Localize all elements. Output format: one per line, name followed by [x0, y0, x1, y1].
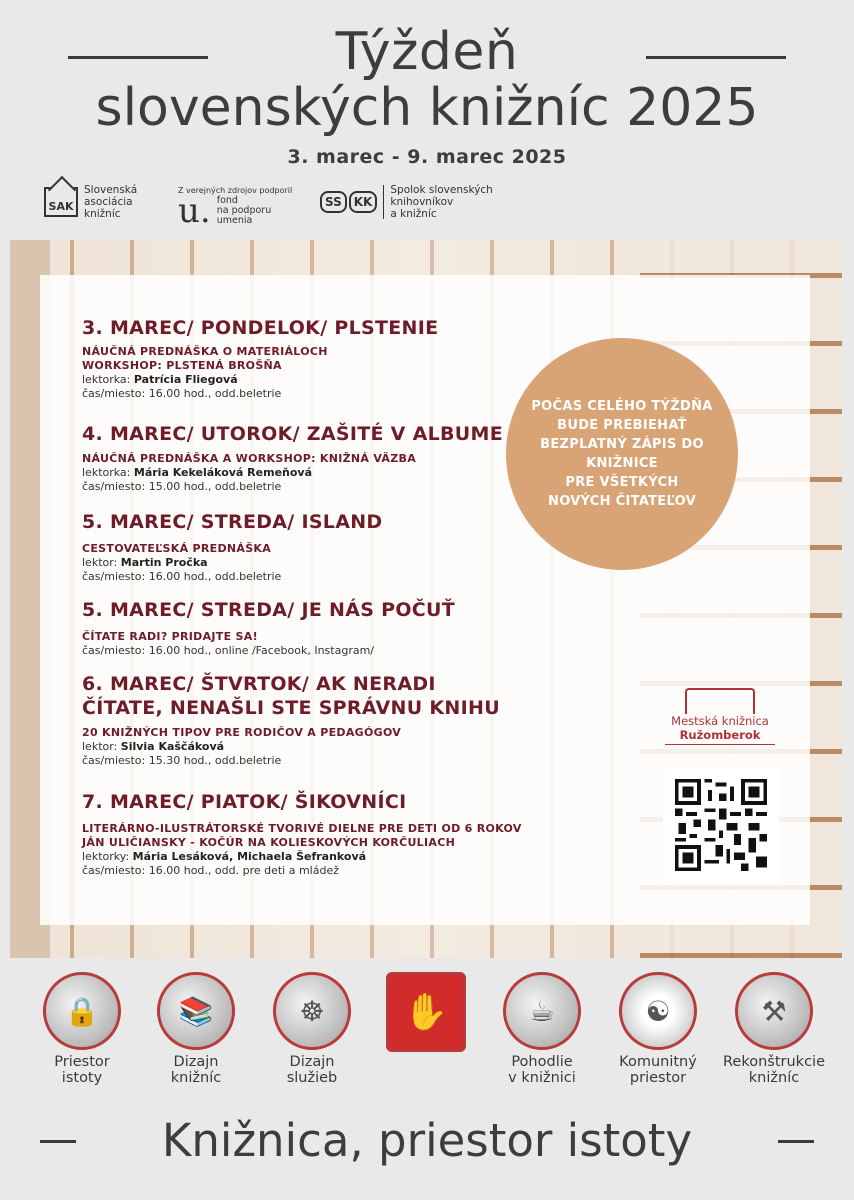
fpu-logo: [178, 186, 293, 231]
event-item: [82, 510, 552, 584]
coffee-books-icon: ☕: [503, 972, 581, 1050]
sak-emblem: SAK: [44, 187, 78, 217]
event-time: čas/miesto: 15.30 hod., odd.beletrie: [82, 754, 282, 767]
sak-name: Slovenská asociácia knižníc: [84, 184, 138, 220]
handshake-icon: ✋: [386, 972, 466, 1052]
theme-label: Rekonštrukcie knižníc: [723, 1054, 825, 1086]
theme-label: Dizajn služieb: [286, 1054, 338, 1086]
event-time: čas/miesto: 16.00 hod., odd.beletrie: [82, 387, 282, 400]
theme-item: [366, 972, 486, 1052]
qr-code-icon: [675, 779, 767, 871]
event-lecturer: lektor: Martin Pročka: [82, 556, 208, 569]
callout-line: POČAS CELÉHO TÝŽDŇA: [531, 399, 713, 414]
event-title: 3. MAREC/ PONDELOK/ PLSTENIE: [82, 317, 439, 339]
theme-label: Priestor istoty: [54, 1054, 110, 1086]
sskk-divider: [383, 185, 384, 219]
footer-slogan: Knižnica, priestor istoty: [161, 1114, 693, 1167]
event-dates: 3. marec - 9. marec 2025: [287, 146, 567, 168]
theme-label: Dizajn knižníc: [170, 1054, 222, 1086]
event-subtitle: NÁUČNÁ PREDNÁŠKA O MATERIÁLOCH: [82, 345, 328, 358]
event-title: 5. MAREC/ STREDA/ JE NÁS POČUŤ: [82, 599, 456, 621]
padlock-icon: 🔒: [43, 972, 121, 1050]
sskk-logo: [320, 184, 493, 220]
theme-label: Komunitný priestor: [619, 1054, 697, 1086]
event-item: [82, 316, 552, 401]
event-subtitle: WORKSHOP: PLSTENÁ BROŠŇA: [82, 359, 282, 372]
callout-line: BUDE PREBIEHAŤ: [557, 418, 687, 433]
event-time: čas/miesto: 16.00 hod., online /Facebook, Instagram/: [82, 644, 375, 657]
theme-item: [136, 972, 256, 1086]
theme-icons-row: [0, 972, 854, 1092]
fpu-name: fond na podporu umenia: [216, 195, 272, 226]
event-subtitle: 20 KNIŽNÝCH TIPOV PRE RODIČOV A PEDAGÓGOV: [82, 726, 402, 739]
qr-code[interactable]: [663, 767, 779, 883]
event-item: [82, 672, 522, 768]
event-title: 7. MAREC/ PIATOK/ ŠIKOVNÍCI: [82, 791, 407, 813]
event-time: čas/miesto: 16.00 hod., odd.beletrie: [82, 570, 282, 583]
event-title: 5. MAREC/ STREDA/ ISLAND: [82, 511, 383, 533]
community-icon: ☯: [619, 972, 697, 1050]
event-subtitle: ČÍTATE RADI? PRIDAJTE SA!: [82, 630, 258, 643]
library-interior-icon: 📚: [157, 972, 235, 1050]
event-item: [82, 598, 552, 658]
sak-logo: [44, 184, 137, 220]
event-lecturer: lektorka: Patrícia Fliegová: [82, 373, 238, 386]
callout-line: BEZPLATNÝ ZÁPIS DO KNIŽNICE: [540, 437, 704, 471]
page-title-line2: slovenských knižníc 2025: [95, 78, 759, 138]
theme-item: [22, 972, 142, 1086]
theme-item: [598, 972, 718, 1086]
event-item: [82, 422, 552, 494]
theme-item: [252, 972, 372, 1086]
event-lecturer: lektorka: Mária Kekeláková Remeňová: [82, 466, 313, 479]
event-subtitle: JÁN ULIČIANSKY - KOČÚR NA KOLIESKOVÝCH KORČULIACH: [82, 836, 456, 849]
theme-label: Pohodlie v knižnici: [508, 1054, 576, 1086]
callout-line: PRE VŠETKÝCH: [565, 475, 679, 490]
callout-line: NOVÝCH ČITATEĽOV: [548, 494, 696, 509]
registration-callout: [506, 338, 738, 570]
library-logo: [660, 688, 780, 745]
event-subtitle: LITERÁRNO-ILUSTRÁTORSKÉ TVORIVÉ DIELNE PRE DETI OD 6 ROKOV: [82, 822, 522, 835]
library-name-line2: Ružomberok: [679, 728, 761, 742]
event-title: 4. MAREC/ UTOROK/ ZAŠITÉ V ALBUME: [82, 423, 503, 445]
page-title-line1: Týždeň: [335, 22, 519, 82]
theme-item: [482, 972, 602, 1086]
fpu-emblem: u.: [178, 191, 211, 231]
event-subtitle: NÁUČNÁ PREDNÁŠKA A WORKSHOP: KNIŽNÁ VÄZBA: [82, 452, 417, 465]
sskk-name: Spolok slovenských knihovníkov a knižníc: [390, 184, 493, 220]
library-roof-icon: [685, 688, 755, 714]
event-subtitle: CESTOVATEĽSKÁ PREDNÁŠKA: [82, 542, 272, 555]
event-lecturer: lektorky: Mária Lesáková, Michaela Šefranková: [82, 850, 367, 863]
fund-note: Z verejných zdrojov podporil: [178, 186, 293, 195]
event-lecturer: lektor: Silvia Kaščáková: [82, 740, 225, 753]
event-time: čas/miesto: 16.00 hod., odd. pre deti a mládež: [82, 864, 340, 877]
service-desk-icon: ☸: [273, 972, 351, 1050]
sskk-emblem: SS KK: [320, 191, 377, 213]
library-underline: [665, 744, 775, 745]
renovation-icon: ⚒: [735, 972, 813, 1050]
theme-item: [714, 972, 834, 1086]
library-name-line1: Mestská knižnica: [671, 714, 769, 728]
event-time: čas/miesto: 15.00 hod., odd.beletrie: [82, 480, 282, 493]
event-item: [82, 790, 602, 878]
event-title: 6. MAREC/ ŠTVRTOK/ AK NERADI ČÍTATE, NENAŠLI STE SPRÁVNU KNIHU: [82, 673, 500, 719]
